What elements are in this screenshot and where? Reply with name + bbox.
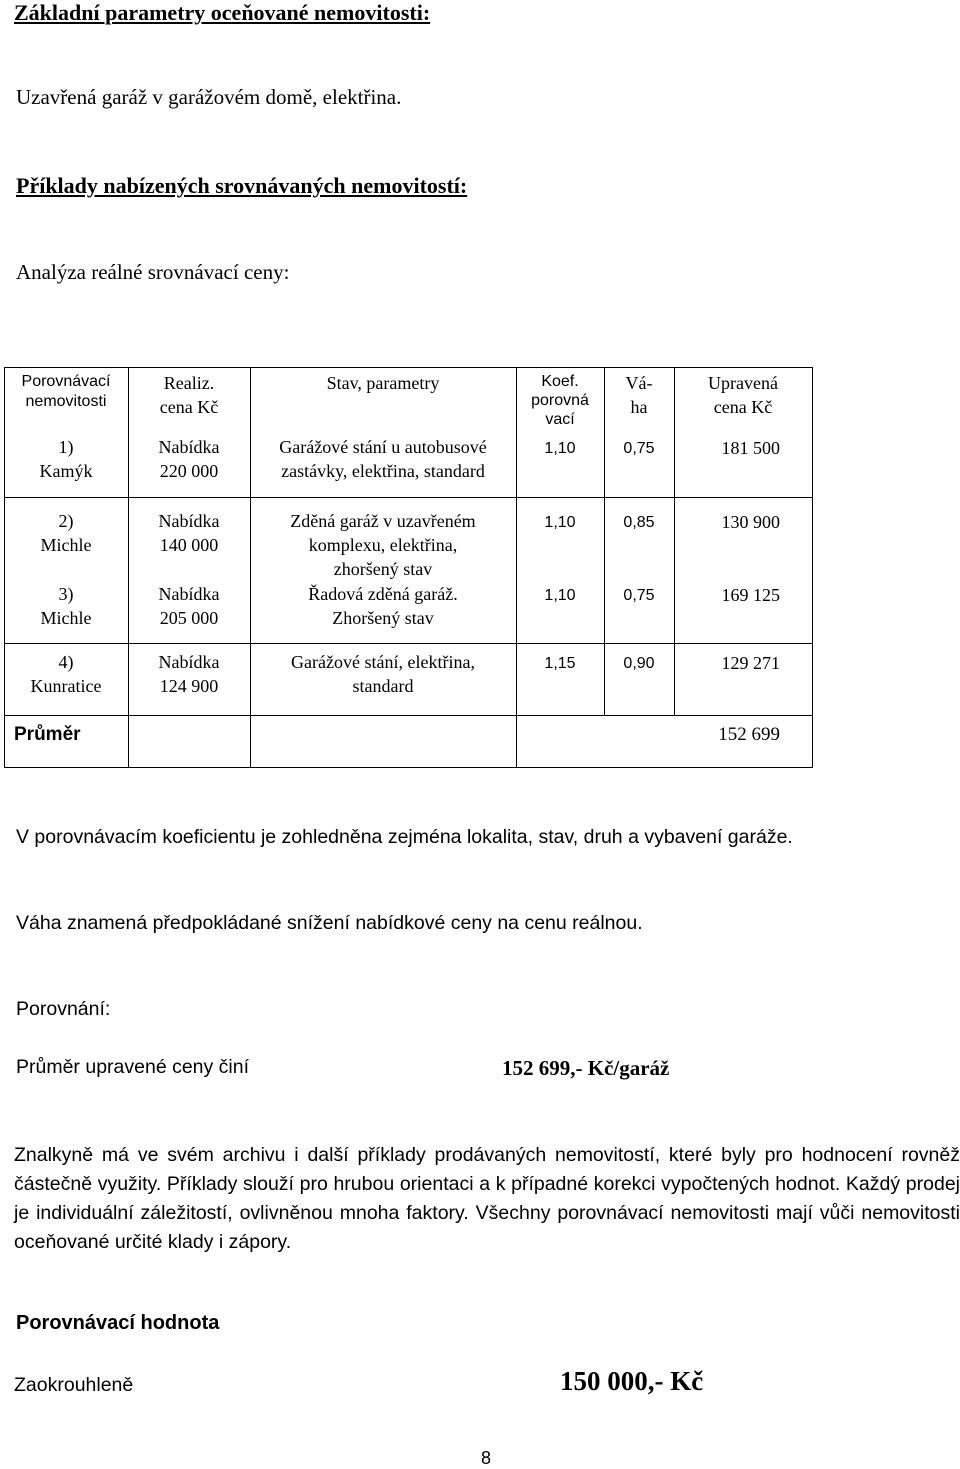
row-2-num: 2) <box>58 511 74 531</box>
row-1-price: 220 000 <box>159 461 219 481</box>
table-row-3-coef: 1,10 <box>544 587 576 604</box>
table-row-4-condition <box>250 650 516 698</box>
header-comparative-properties <box>4 372 128 412</box>
analysis-title: Analýza reálné srovnávací ceny: <box>16 260 290 284</box>
rounded-value: 150 000,- Kč <box>560 1366 704 1396</box>
table-row-2-coef: 1,10 <box>544 514 576 531</box>
table-row-2-weight: 0,85 <box>623 514 655 531</box>
row-2-type: Nabídka <box>158 511 220 531</box>
table-row-1-adjusted: 181 500 <box>721 438 780 458</box>
header-coef-line1: Koef. <box>541 373 579 390</box>
table-row-1-condition <box>250 435 516 483</box>
row-4-cond-line2: standard <box>352 676 414 696</box>
row-4-price: 124 900 <box>159 676 219 696</box>
row-4-name: Kunratice <box>30 676 102 696</box>
table-row-3-weight: 0,75 <box>623 587 655 604</box>
row-3-name: Michle <box>40 608 92 628</box>
header-price-line2: cena Kč <box>159 397 219 417</box>
row-2-cond-line3: zhoršený stav <box>333 559 433 579</box>
header-weight-line1: Vá- <box>625 373 653 393</box>
comparative-value-heading: Porovnávací hodnota <box>16 1312 220 1334</box>
header-coefficient <box>516 372 604 429</box>
row-3-type: Nabídka <box>158 584 220 604</box>
table-row-3-adjusted: 169 125 <box>721 585 780 605</box>
header-comparative-line1: Porovnávací <box>21 373 111 390</box>
comparison-table <box>4 367 813 768</box>
table-row-3-price <box>128 582 250 630</box>
header-coef-line2: porovná <box>531 392 589 409</box>
row-2-price: 140 000 <box>159 535 219 555</box>
header-weight-line2: ha <box>630 397 648 417</box>
table-row-2-condition <box>250 509 516 581</box>
row-4-type: Nabídka <box>158 652 220 672</box>
header-coef-line3: vací <box>545 411 575 428</box>
table-row-3-property <box>4 582 128 630</box>
row-2-cond-line2: komplexu, elektřina, <box>308 535 458 555</box>
table-row-4-property <box>4 650 128 698</box>
table-row-3-condition <box>250 582 516 630</box>
row-1-cond-line2: zastávky, elektřina, standard <box>281 461 485 481</box>
table-row-2-adjusted: 130 900 <box>721 512 780 532</box>
header-price-line1: Realiz. <box>163 373 215 393</box>
heading-basic-parameters: Základní parametry oceňované nemovitosti: <box>14 0 431 25</box>
property-description: Uzavřená garáž v garážovém domě, elektřina. <box>16 85 402 109</box>
row-4-num: 4) <box>58 652 74 672</box>
archive-paragraph: Znalkyně má ve svém archivu i další příklady prodávaných nemovitostí, které byly pro hodnocení rovněž částečně využity. Příklady slouží pro hrubou orientaci a k případné korekci vypočtených hodnot. Každý prodej je individuální záležitostí, ovlivněnou mnoha faktory. Všechny porovnávací nemovitosti mají vůči nemovitosti oceňované určité klady i zápory. <box>14 1144 960 1253</box>
table-row-1-weight: 0,75 <box>623 440 655 457</box>
table-row-2-property <box>4 509 128 557</box>
average-value: 152 699 <box>718 724 780 745</box>
row-2-cond-line1: Zděná garáž v uzavřeném <box>290 511 476 531</box>
row-1-cond-line1: Garážové stání u autobusové <box>279 437 487 457</box>
average-adjusted-label: Průměr upravené ceny činí <box>16 1056 250 1078</box>
table-row-4-adjusted: 129 271 <box>721 653 780 673</box>
header-comparative-line2: nemovitosti <box>25 393 107 410</box>
row-1-name: Kamýk <box>39 461 93 481</box>
table-row-2-price <box>128 509 250 557</box>
table-row-4-weight: 0,90 <box>623 655 655 672</box>
header-adjusted-line2: cena Kč <box>713 397 773 417</box>
table-row-4-coef: 1,15 <box>544 655 576 672</box>
average-label: Průměr <box>14 724 81 745</box>
average-adjusted-value: 152 699,- Kč/garáž <box>502 1056 670 1080</box>
header-adjusted-line1: Upravená <box>708 373 778 393</box>
table-row-4-price <box>128 650 250 698</box>
row-3-cond-line2: Zhoršený stav <box>332 608 434 628</box>
rounded-label: Zaokrouhleně <box>14 1374 134 1396</box>
header-adjusted-price <box>674 371 812 419</box>
row-1-type: Nabídka <box>158 437 220 457</box>
heading-comparison-examples: Příklady nabízených srovnávaných nemovitostí: <box>16 173 468 198</box>
header-realized-price <box>128 371 250 419</box>
page-number: 8 <box>481 1448 492 1468</box>
header-weight <box>604 371 674 419</box>
table-row-1-coef: 1,10 <box>544 440 576 457</box>
row-3-cond-line1: Řadová zděná garáž. <box>308 584 458 604</box>
header-condition: Stav, parametry <box>326 373 440 393</box>
note-weight: Váha znamená předpokládané snížení nabídkové ceny na cenu reálnou. <box>16 912 643 934</box>
row-3-num: 3) <box>58 584 74 604</box>
row-2-name: Michle <box>40 535 92 555</box>
row-3-price: 205 000 <box>159 608 219 628</box>
table-row-1-price <box>128 435 250 483</box>
comparison-label: Porovnání: <box>16 998 111 1020</box>
note-coefficient: V porovnávacím koeficientu je zohledněna zejména lokalita, stav, druh a vybavení garáže. <box>16 826 793 848</box>
row-1-num: 1) <box>58 437 74 457</box>
row-4-cond-line1: Garážové stání, elektřina, <box>291 652 475 672</box>
table-row-1-property <box>4 435 128 483</box>
